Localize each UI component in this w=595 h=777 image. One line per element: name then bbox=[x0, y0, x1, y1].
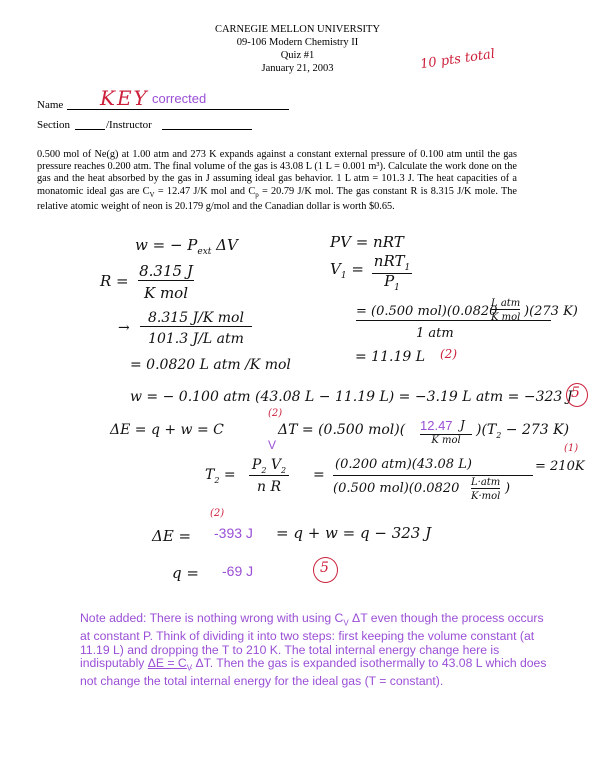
quiz-number: Quiz #1 bbox=[280, 50, 315, 61]
work-points: 5 bbox=[571, 385, 580, 401]
energy-change-label: ΔE = bbox=[152, 527, 192, 545]
work-formula: w = − $P_{ext}$ ΔV bbox=[135, 236, 238, 257]
instructor-label: /Instructor bbox=[106, 119, 152, 131]
energy-equation: ΔE = q + w = C V ΔT = (0.500 mol)( 12.47 J K mol )($T_2 - 273$ K) bbox=[110, 418, 570, 452]
r-conversion: → 8.315 J/K mol 101.3 J/L atm bbox=[118, 310, 288, 354]
heat-value: -69 J bbox=[222, 563, 254, 579]
energy-change-points: (2) bbox=[210, 508, 225, 519]
note-added: Note added: There is nothing wrong with using $C_V$ ΔT even though the process occurs at constant P. Think of dividing it into two steps: first keeping the volume constant (at 11.19 L) and dropping the T to 210 K. The total internal energy change here is indisputably $\Delta E = C_V$ ΔT. Then the gas is expanded isothermally to 43.08 L which does not change the total internal energy for the ideal gas (T = constant). bbox=[80, 611, 547, 689]
v1-formula: $V_1$ = nRT$_1$ $P_1$ bbox=[330, 252, 411, 293]
course-title: 09-106 Modern Chemistry II bbox=[236, 37, 359, 48]
section-line bbox=[75, 129, 105, 130]
section-label: Section bbox=[37, 119, 70, 131]
energy-change-relation: = q + w = q − 323 J bbox=[276, 524, 432, 542]
total-points-note: 10 pts total bbox=[419, 46, 496, 73]
ideal-gas-law: PV = nRT bbox=[330, 233, 404, 251]
cv-points: (2) bbox=[268, 408, 283, 419]
v1-result: = 11.19 L bbox=[355, 349, 426, 365]
problem-statement: 0.500 mol of Ne(g) at 1.00 atm and 273 K expands against a constant external pressure of 0.100 atm until the gas pressure reaches 0.200 atm. The final volume of the gas is 43.08 L (1 L = 0.001 m³). Calculate the work done on the gas and the heat absorbed by the gas in J assuming ideal gas behavior. 1 L atm = 101.3 J. The heat capacities of a monatomic ideal gas are $C_V = 12.47$ J/K mol and $C_p = 20.79$ J/K mol. The gas constant R is 8.315 J/K mole. The relative atomic weight of neon is 20.179 g/mol and the Canadian dollar is worth $0.65. bbox=[37, 149, 517, 212]
name-value: KEY bbox=[100, 86, 149, 110]
t2-points: (1) bbox=[564, 443, 579, 454]
v1-calculation: = (0.500 mol)(0.0820 L atm K mol )(273 K) 1 atm bbox=[356, 298, 578, 341]
instructor-line bbox=[162, 129, 252, 130]
name-label: Name bbox=[37, 99, 64, 111]
heat-points: 5 bbox=[320, 560, 329, 576]
university-name: CARNEGIE MELLON UNIVERSITY bbox=[214, 24, 381, 35]
work-calculation: w = − 0.100 atm (43.08 L − 11.19 L) = −3.19 L atm = −323 J bbox=[130, 389, 573, 405]
v1-points: (2) bbox=[440, 347, 457, 361]
corrected-label: corrected bbox=[152, 91, 207, 106]
heat-label: q = bbox=[172, 564, 199, 582]
r-result: = 0.0820 L atm /K mol bbox=[130, 357, 291, 373]
t2-calculation: $T_2$ = $P_2$ $V_2$ n R = (0.200 atm)(43.08 L) (0.500 mol)(0.0820 L·atm K·mol ) = 210K bbox=[205, 457, 585, 502]
r-constant: R = 8.315 J K mol bbox=[100, 262, 193, 302]
energy-change-value: -393 J bbox=[214, 525, 253, 541]
quiz-date: January 21, 2003 bbox=[261, 63, 334, 74]
